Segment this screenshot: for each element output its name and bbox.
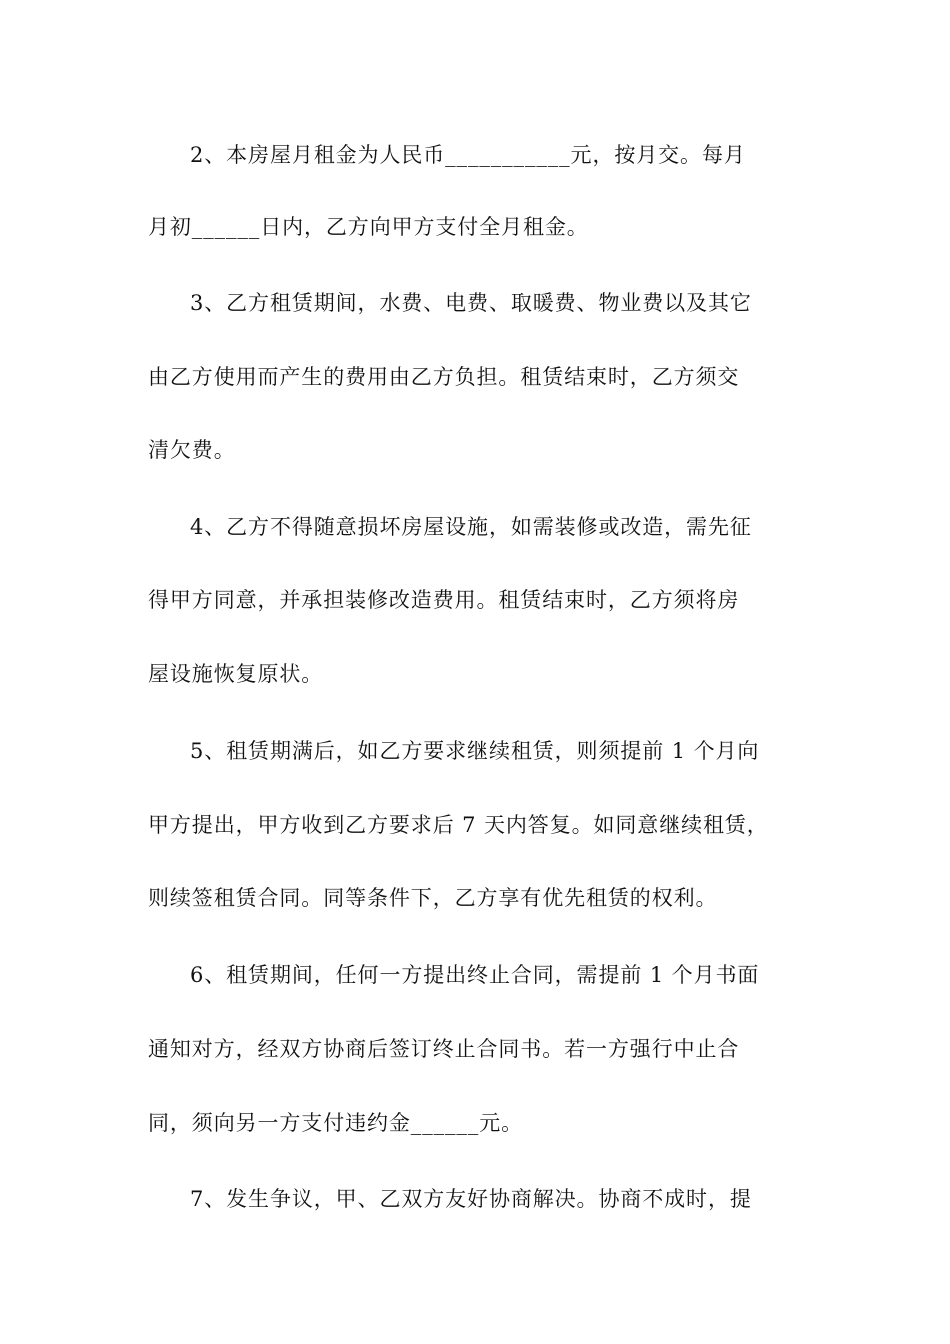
- clause-3-line-1: 3、乙方租赁期间，水费、电费、取暖费、物业费以及其它: [190, 291, 752, 315]
- clause-7-line-1: 7、发生争议，甲、乙双方友好协商解决。协商不成时，提: [190, 1187, 752, 1211]
- clause-5-line-1: 5、租赁期满后，如乙方要求继续租赁，则须提前 1 个月向: [190, 739, 760, 763]
- clause-2-line-2: 月初______日内，乙方向甲方支付全月租金。: [148, 215, 589, 239]
- clause-6-line-3: 同，须向另一方支付违约金______元。: [148, 1111, 523, 1135]
- clause-4-line-3: 屋设施恢复原状。: [148, 662, 324, 686]
- clause-5-line-2: 甲方提出，甲方收到乙方要求后 7 天内答复。如同意继续租赁，: [148, 813, 769, 837]
- clause-5-line-3: 则续签租赁合同。同等条件下，乙方享有优先租赁的权利。: [148, 886, 718, 910]
- clause-4-line-1: 4、乙方不得随意损坏房屋设施，如需装修或改造，需先征: [190, 515, 752, 539]
- clause-6-line-2: 通知对方，经双方协商后签订终止合同书。若一方强行中止合: [148, 1037, 740, 1061]
- clause-3-line-3: 清欠费。: [148, 438, 236, 462]
- clause-6-line-1: 6、租赁期间，任何一方提出终止合同，需提前 1 个月书面: [190, 963, 760, 987]
- clause-2-line-1: 2、本房屋月租金为人民币___________元，按月交。每月: [190, 143, 746, 167]
- clause-4-line-2: 得甲方同意，并承担装修改造费用。租赁结束时，乙方须将房: [148, 588, 740, 612]
- clause-3-line-2: 由乙方使用而产生的费用由乙方负担。租赁结束时，乙方须交: [148, 365, 740, 389]
